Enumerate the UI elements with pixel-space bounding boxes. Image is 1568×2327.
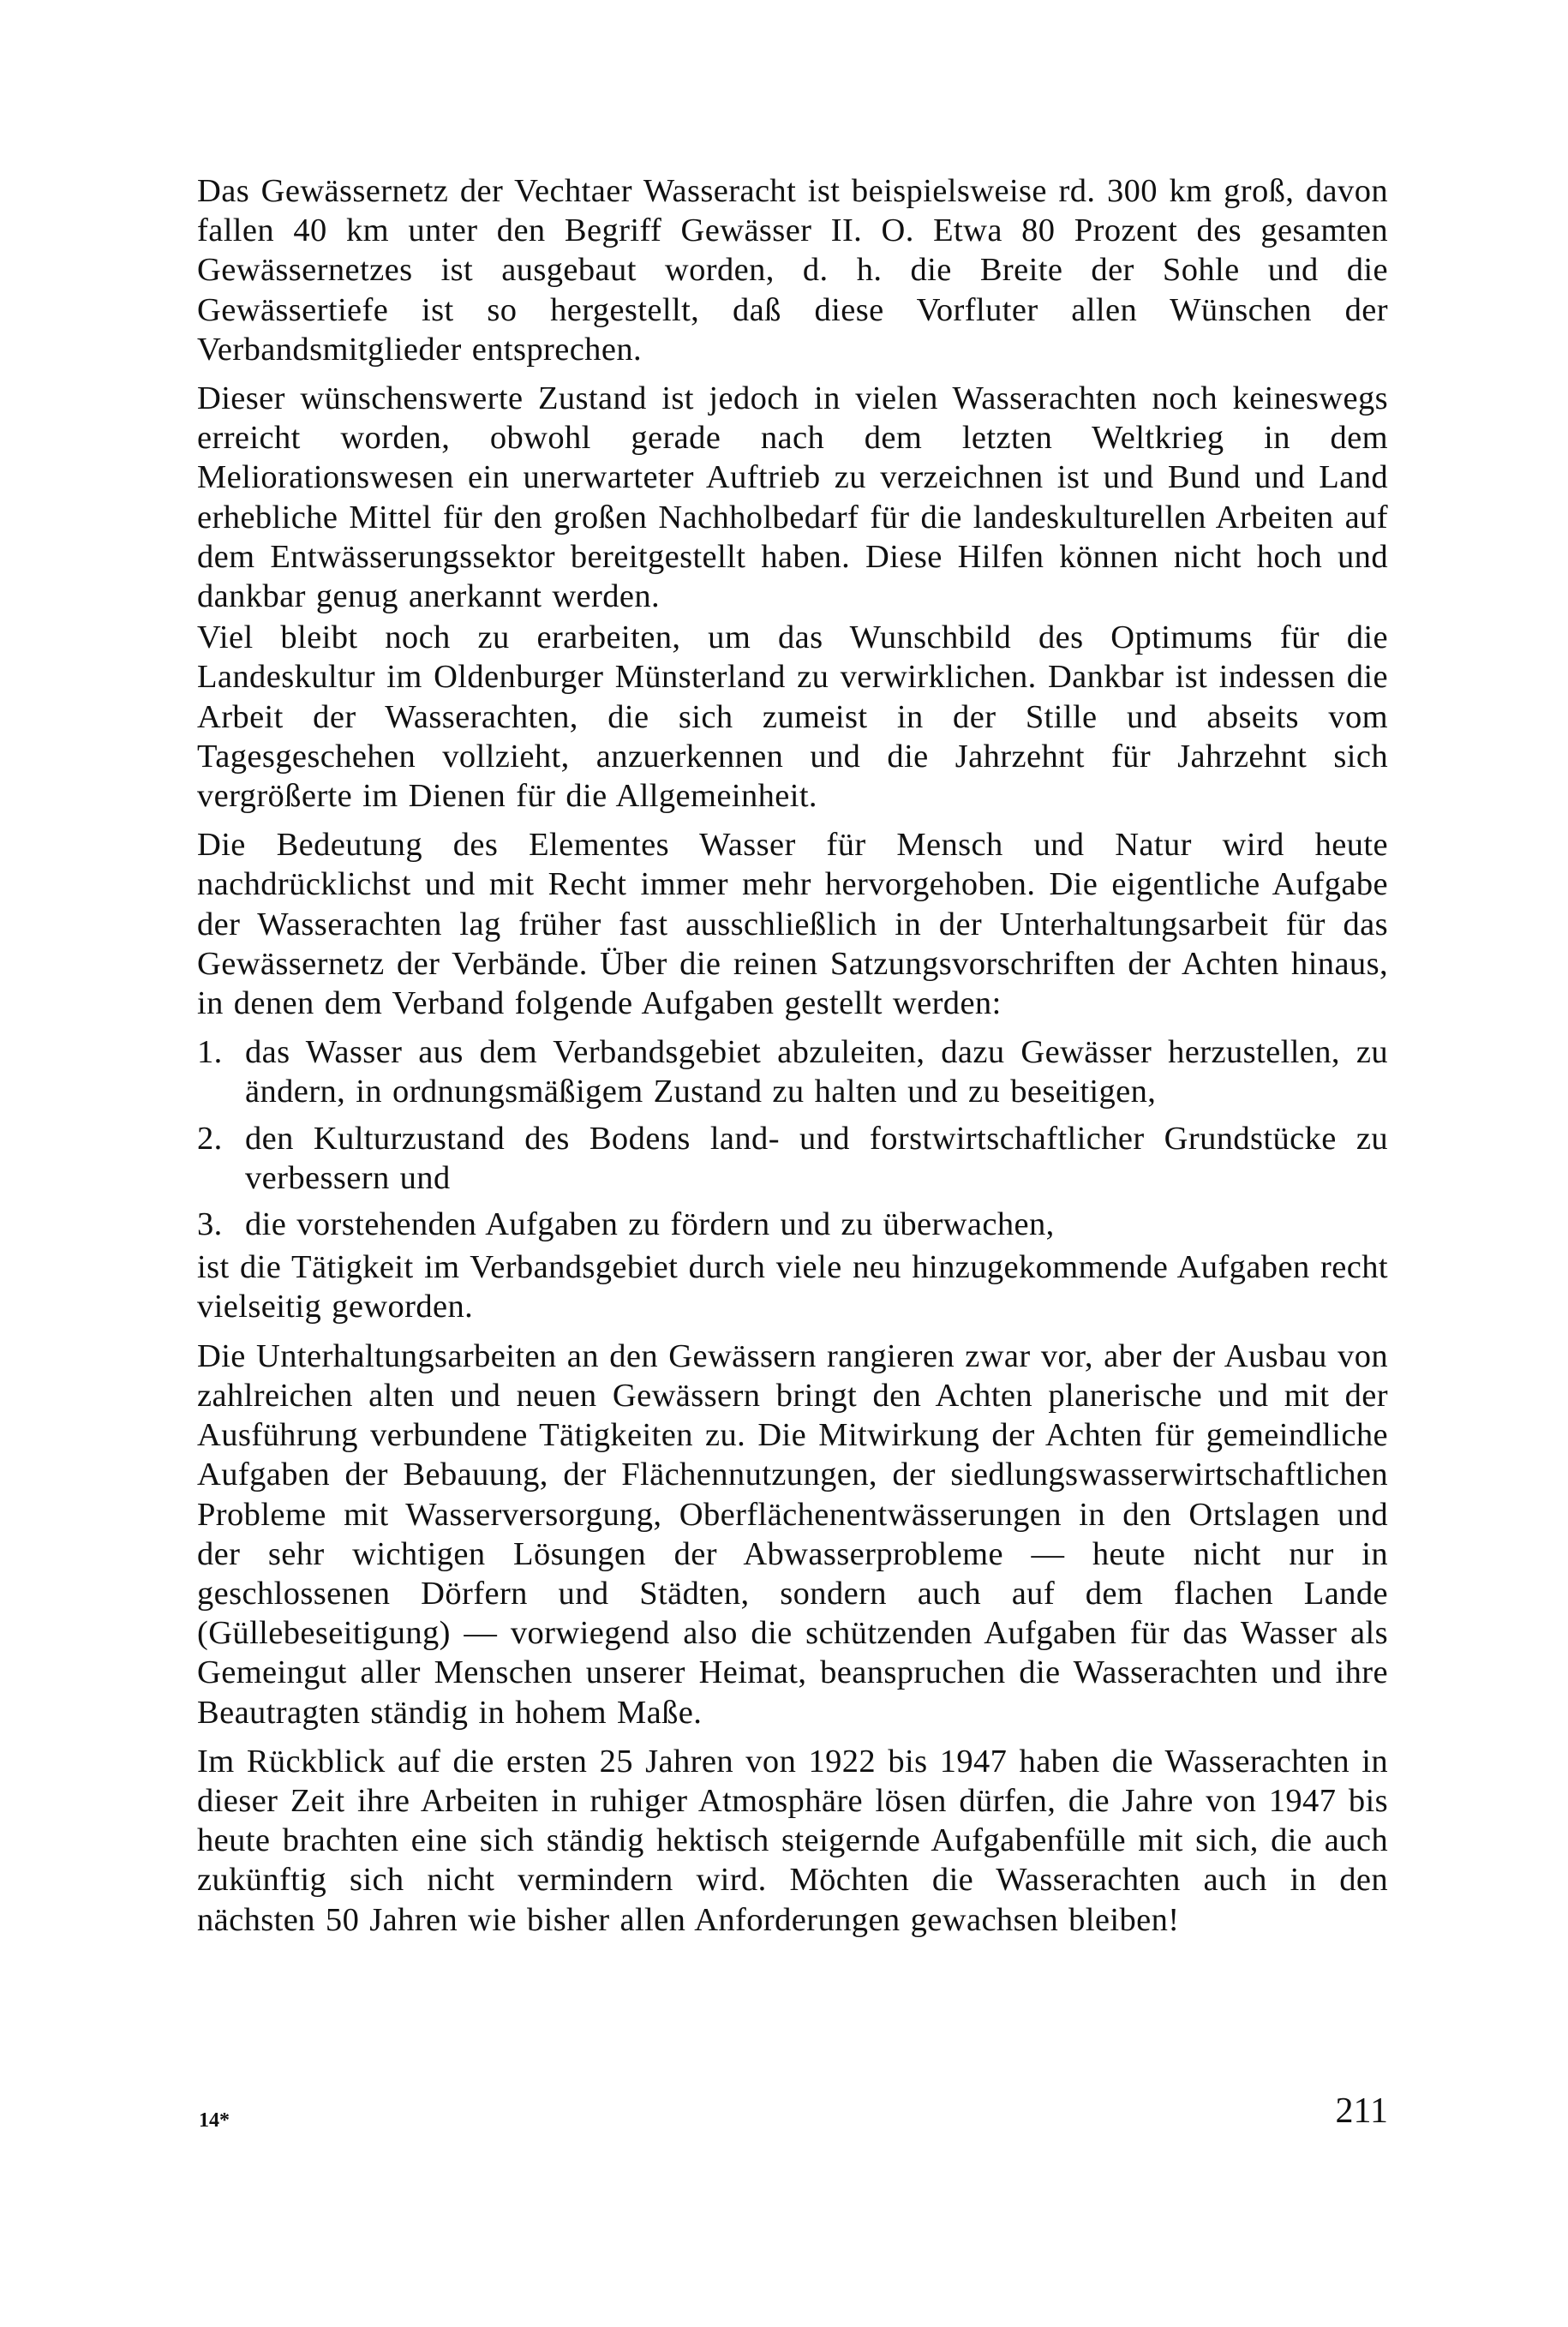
list-item-text: den Kulturzustand des Bodens land- und forstwirtschaftlicher Grundstücke zu verbessern und (245, 1120, 1388, 1196)
paragraph-3: Viel bleibt noch zu erarbeiten, um das Wunschbild des Optimums für die Landeskultur im Oldenburger Münsterland zu verwirklichen. Dankbar ist indessen die Arbeit der Wasserachten, die sich zumeist in der Stille und abseits vom Tagesgeschehen vollzieht, anzuerkennen und die Jahrzehnt für Jahrzehnt sich vergrößerte im Dienen für die Allgemeinheit. (197, 619, 1388, 815)
body-text (197, 171, 1388, 1949)
list-number: 3. (197, 1206, 223, 1243)
paragraph-1: Das Gewässernetz der Vechtaer Wasseracht ist beispielsweise rd. 300 km groß, davon fallen 40 km unter den Begriff Gewässer II. O. Etwa 80 Prozent des gesamten Gewässernetzes ist ausgebaut worden, d. h. die Breite der Sohle und die Gewässertiefe ist so hergestellt, daß diese Vorfluter allen Wünschen der Verbandsmitglieder entsprechen. (197, 173, 1388, 368)
signature-mark: 14* (199, 2109, 230, 2132)
paragraph-7: Im Rückblick auf die ersten 25 Jahren von 1922 bis 1947 haben die Wasserachten in dieser Zeit ihre Arbeiten in ruhiger Atmosphäre lösen dürfen, die Jahre von 1947 bis heute brachten eine sich ständig hektisch steigernde Aufgabenfülle mit sich, die auch zukünftig sich nicht vermindern wird. Möchten die Wasserachten auch in den nächsten 50 Jahren wie bisher allen Anforderungen gewachsen bleiben! (197, 1743, 1388, 1938)
list-item-text: die vorstehenden Aufgaben zu fördern und zu überwachen, (245, 1206, 1055, 1243)
list-item (197, 1032, 1388, 1111)
list-item-text: das Wasser aus dem Verbandsgebiet abzuleiten, dazu Gewässer herzustellen, zu ändern, in ordnungsmäßigem Zustand zu halten und zu beseitigen, (245, 1034, 1388, 1110)
page-number: 211 (1335, 2091, 1388, 2131)
paragraph-6: Die Unterhaltungsarbeiten an den Gewässern rangieren zwar vor, aber der Ausbau von zahlreichen alten und neuen Gewässern bringt den Achten planerische und mit der Ausführung verbundene Tätigkeiten zu. Die Mitwirkung der Achten für gemeindliche Aufgaben der Bebauung, der Flächennutzungen, der siedlungswasserwirtschaftlichen Probleme mit Wasserversorgung, Oberflächenentwässerungen in den Ortslagen und der sehr wichtigen Lösungen der Abwasserprobleme — heute nicht nur in geschlossenen Dörfern und Städten, sondern auch auf dem flachen Lande (Güllebeseitigung) — vorwiegend also die schützenden Aufgaben für das Wasser als Gemeingut aller Menschen unserer Heimat, beanspruchen die Wasserachten und ihre Beautragten ständig in hohem Maße. (197, 1337, 1388, 1731)
list-number: 1. (197, 1034, 223, 1071)
paragraph-5: ist die Tätigkeit im Verbandsgebiet durch viele neu hinzugekommende Aufgaben recht vielseitig geworden. (197, 1249, 1388, 1325)
task-list (197, 1032, 1388, 1244)
paragraph-2: Dieser wünschenswerte Zustand ist jedoch in vielen Wasserachten noch keineswegs erreicht worden, obwohl gerade nach dem letzten Weltkrieg in dem Meliorationswesen ein unerwarteter Auftrieb zu verzeichnen ist und Bund und Land erhebliche Mittel für den großen Nachholbedarf für die landeskulturellen Arbeiten auf dem Entwässerungssektor bereitgestellt haben. Diese Hilfen können nicht hoch und dankbar genug anerkannt werden. (197, 380, 1388, 615)
list-number: 2. (197, 1120, 223, 1157)
paragraph-4: Die Bedeutung des Elementes Wasser für Mensch und Natur wird heute nachdrücklichst und mit Recht immer mehr hervorgehoben. Die eigentliche Aufgabe der Wasserachten lag früher fast ausschließlich in der Unterhaltungsarbeit für das Gewässernetz der Verbände. Über die reinen Satzungsvorschriften der Achten hinaus, in denen dem Verband folgende Aufgaben gestellt werden: (197, 827, 1388, 1022)
list-item (197, 1205, 1388, 1244)
list-item (197, 1119, 1388, 1198)
